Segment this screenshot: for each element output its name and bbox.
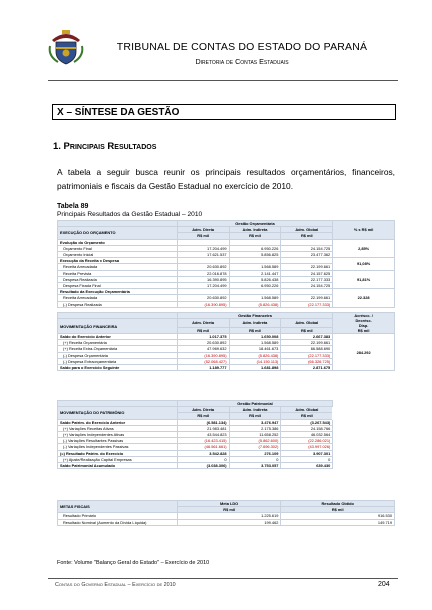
row-label: Receita Prevista [58, 270, 178, 276]
col-header: Adm. Global [281, 227, 333, 233]
unit-label: R$ mil [281, 413, 333, 419]
table-cell: 47.969.632 [177, 346, 229, 352]
table-number: Tabela 89 [57, 203, 89, 210]
row-label: (+) Receita Orçamentária [58, 340, 178, 346]
section-title: X – SÍNTESE DA GESTÃO [52, 104, 396, 120]
col-header: Adm. Direta [177, 319, 229, 328]
row-label: Orçamento Inicial [58, 252, 178, 258]
table-cell: 22.199.661 [281, 295, 333, 301]
unit-label: R$ mil [229, 233, 281, 239]
table-cell: 3.542.828 [177, 450, 229, 456]
unit-label: R$ mil [229, 327, 281, 333]
table-cell: 1.568.589 [229, 264, 281, 270]
footer-text: Contas do Governo Estadual – Exercício de 2010 [55, 582, 176, 588]
table-cell: 24.154.725 [281, 283, 333, 289]
row-label: (-) Despesa Realizada [58, 301, 178, 307]
col-header-line: Disp. [358, 323, 369, 328]
page-number: 204 [378, 581, 390, 588]
merged-result-cell: 284.292 [333, 334, 395, 371]
table-cell: 24.158.766 [281, 425, 333, 431]
group-label: Gestão Financeira [177, 313, 333, 319]
table-row [58, 334, 395, 340]
col-header: Resultado Obtido [281, 501, 395, 507]
unit-label: R$ mil [177, 233, 229, 239]
fiscal-table [57, 500, 395, 526]
table-cell: 0 [229, 456, 281, 462]
table-cell: 22.177.333 [281, 276, 333, 282]
table-cell: 2.667.383 [281, 334, 333, 340]
table-caption: Principais Resultados da Gestão Estadual – 2010 [57, 211, 203, 218]
row-label: Saldo Patrimonial Acumulado [58, 463, 178, 469]
table-cell: 20.630.892 [177, 264, 229, 270]
col-header: Adm. Indireta [229, 407, 281, 413]
unit-label: R$ mil [177, 327, 229, 333]
table-cell: 66.588.690 [281, 346, 333, 352]
table-cell: (22.286.021) [281, 438, 333, 444]
row-label: (+) Variações Independentes Ativas [58, 432, 178, 438]
table-cell: (5.826.438) [229, 301, 281, 307]
patrimonial-rows [58, 419, 395, 469]
table-cell: 20.630.892 [177, 295, 229, 301]
budget-table [57, 220, 395, 308]
row-label: Receita Arrecadada [58, 295, 178, 301]
table-cell: (52.068.427) [177, 358, 229, 364]
table-cell: (5.826.438) [229, 352, 281, 358]
table-cell: 199.462 [177, 519, 281, 525]
table-cell: (6.581.134) [177, 419, 229, 425]
row-label: Evolução do Orçamento [58, 239, 178, 245]
table-cell: 22.199.661 [281, 264, 333, 270]
header-subtitle: Diretoria de Contas Estaduais [195, 57, 289, 66]
row-label: (-) Variações Independentes Passivas [58, 444, 178, 450]
table-cell: (16.390.895) [177, 301, 229, 307]
fiscal-rows [58, 513, 395, 525]
unit-label: R$ mil [281, 507, 395, 513]
group-label: Gestão Patrimonial [177, 401, 333, 407]
table-cell: (43.997.026) [281, 444, 333, 450]
col-header: MOVIMENTAÇÃO FINANCEIRA [58, 319, 178, 334]
table-cell: (46.561.661) [177, 444, 229, 450]
row-label: Despesa Fixada Final [58, 283, 178, 289]
table-cell: 276.109 [229, 450, 281, 456]
table-cell: 43.544.823 [177, 432, 229, 438]
merged-result-cell: 91,08% [333, 258, 395, 270]
table-cell: 1.225.619 [177, 513, 281, 519]
merged-result-cell: 22.328 [333, 289, 395, 308]
table-cell: 1.568.589 [229, 295, 281, 301]
table-cell: (16.390.895) [177, 352, 229, 358]
table-cell: (3.267.543) [281, 419, 333, 425]
table-cell: 5.856.825 [229, 252, 281, 258]
table-cell: (66.326.725) [281, 358, 333, 364]
row-label: (+) Ajuste/Realização Capital Empresas [58, 456, 178, 462]
table-cell: 1.017.375 [177, 334, 229, 340]
col-header [333, 313, 395, 334]
row-label: (-) Despesa Extraorçamentária [58, 358, 178, 364]
table-cell: 22.199.661 [281, 340, 333, 346]
unit-label: R$ mil [281, 233, 333, 239]
table-cell: (3.038.306) [177, 463, 229, 469]
row-label: Resultado Primário [58, 513, 178, 519]
table-cell: 1.650.008 [229, 334, 281, 340]
table-cell: 22.016.878 [177, 270, 229, 276]
table-row [58, 419, 395, 425]
table-cell: 6.950.226 [229, 283, 281, 289]
table-cell: 21.983.481 [177, 425, 229, 431]
table-cell: 639.430 [281, 463, 333, 469]
table-source: Fonte: Volume "Balanço Geral do Estado" – Exercício de 2010 [57, 560, 210, 566]
table-cell: 0 [177, 456, 229, 462]
group-label: Gestão Orçamentária [177, 221, 333, 227]
unit-label: R$ mil [177, 413, 229, 419]
row-label: (=) Resultado Patrim. do Exercício [58, 450, 178, 456]
table-cell: 23.477.362 [281, 252, 333, 258]
merged-result-cell: 2,85% [333, 239, 395, 258]
table-row [58, 463, 395, 469]
table-cell: 2.871.675 [281, 365, 333, 371]
table-cell: 2.175.386 [229, 425, 281, 431]
col-header-line: Decrésc. [355, 318, 372, 323]
table-cell: 18.461.673 [229, 346, 281, 352]
row-label: (+) Variações Receitas Ativas [58, 425, 178, 431]
row-label: Resultado Nominal (Aumento da Dívida Líquida) [58, 519, 178, 525]
table-cell: (22.177.333) [281, 301, 333, 307]
row-label: Saldo do Exercício Anterior [58, 334, 178, 340]
col-header: Adm. Global [281, 319, 333, 328]
table-cell: 1.568.589 [229, 340, 281, 346]
table-cell: 11.658.252 [229, 432, 281, 438]
header-divider [48, 80, 398, 81]
unit-label: R$ mil [229, 413, 281, 419]
table-cell: 1.681.898 [229, 365, 281, 371]
row-label: Saldo Patrim. do Exercício Anterior [58, 419, 178, 425]
row-label: Orçamento Final [58, 245, 178, 251]
col-header: MOVIMENTAÇÃO DO PATRIMÔNIO [58, 407, 178, 419]
table-cell: 3.476.947 [229, 419, 281, 425]
table-cell: (7.696.302) [229, 444, 281, 450]
table-cell: 46.032.564 [281, 432, 333, 438]
financial-table [57, 312, 395, 371]
coat-of-arms-icon [48, 26, 84, 66]
col-header-line: R$ mil [357, 328, 370, 333]
table-row [58, 425, 395, 431]
unit-label: R$ mil [281, 327, 333, 333]
col-header: Adm. Direta [177, 227, 229, 233]
table-cell: 16.390.895 [177, 276, 229, 282]
row-label: Execução da Receita x Despesa [58, 258, 178, 264]
table-cell: 17.621.537 [177, 252, 229, 258]
table-cell: 17.204.499 [177, 245, 229, 251]
table-cell: 24.154.725 [281, 245, 333, 251]
table-cell: 916.530 [281, 513, 395, 519]
unit-label: R$ mil [177, 507, 281, 513]
table-cell: 3.753.057 [229, 463, 281, 469]
merged-result-cell: 91,81% [333, 270, 395, 289]
table-cell: 2.141.447 [229, 270, 281, 276]
table-cell: (5.862.600) [229, 438, 281, 444]
table-cell: 1.189.777 [177, 365, 229, 371]
table-cell: 149.719 [281, 519, 395, 525]
row-label: (-) Despesa Orçamentária [58, 352, 178, 358]
col-header-line: Acréscc. / [354, 313, 373, 318]
table-cell: 5.826.438 [229, 276, 281, 282]
table-cell: (22.177.333) [281, 352, 333, 358]
col-header: EXECUÇÃO DO ORÇAMENTO [58, 227, 178, 239]
row-label: Saldo para o Exercício Seguinte [58, 365, 178, 371]
table-cell: 6.950.226 [229, 245, 281, 251]
budget-rows [58, 239, 395, 307]
col-header: Meta LDO [177, 501, 281, 507]
col-header: Adm. Direta [177, 407, 229, 413]
subsection-title: 1. Principais Resultados [53, 141, 157, 152]
table-row [58, 438, 395, 444]
financial-rows [58, 334, 395, 371]
table-cell: 3.907.301 [281, 450, 333, 456]
row-label: Receita Arrecadada [58, 264, 178, 270]
table-cell: (16.423.415) [177, 438, 229, 444]
table-row [58, 432, 395, 438]
row-label: (-) Variações Resultantes Passivas [58, 438, 178, 444]
table-cell: 24.157.625 [281, 270, 333, 276]
patrimonial-table [57, 400, 395, 469]
row-label: (+) Receita Extra-Orçamentária [58, 346, 178, 352]
row-label: Despesa Realizada [58, 276, 178, 282]
footer-divider [48, 578, 398, 579]
table-row [58, 450, 395, 456]
header-title: TRIBUNAL DE CONTAS DO ESTADO DO PARANÁ [116, 41, 368, 53]
col-header: Adm. Global [281, 407, 333, 413]
table-cell: 20.630.892 [177, 340, 229, 346]
table-row [58, 456, 395, 462]
intro-paragraph: A tabela a seguir busca reunir os principais resultados orçamentários, financeiros, patrimoniais e fiscais da Gestão Estadual no exercício de 2010. [57, 167, 395, 191]
table-cell: 17.204.499 [177, 283, 229, 289]
col-header: Adm. Indireta [229, 319, 281, 328]
col-header: % s R$ mil [333, 221, 395, 240]
table-cell: 0 [281, 456, 333, 462]
table-row [58, 519, 395, 525]
table-row [58, 444, 395, 450]
col-header: Adm. Indireta [229, 227, 281, 233]
col-header: METAS FISCAIS [58, 501, 178, 513]
row-label: Resultado da Execução Orçamentária [58, 289, 178, 295]
table-cell: (14.150.113) [229, 358, 281, 364]
